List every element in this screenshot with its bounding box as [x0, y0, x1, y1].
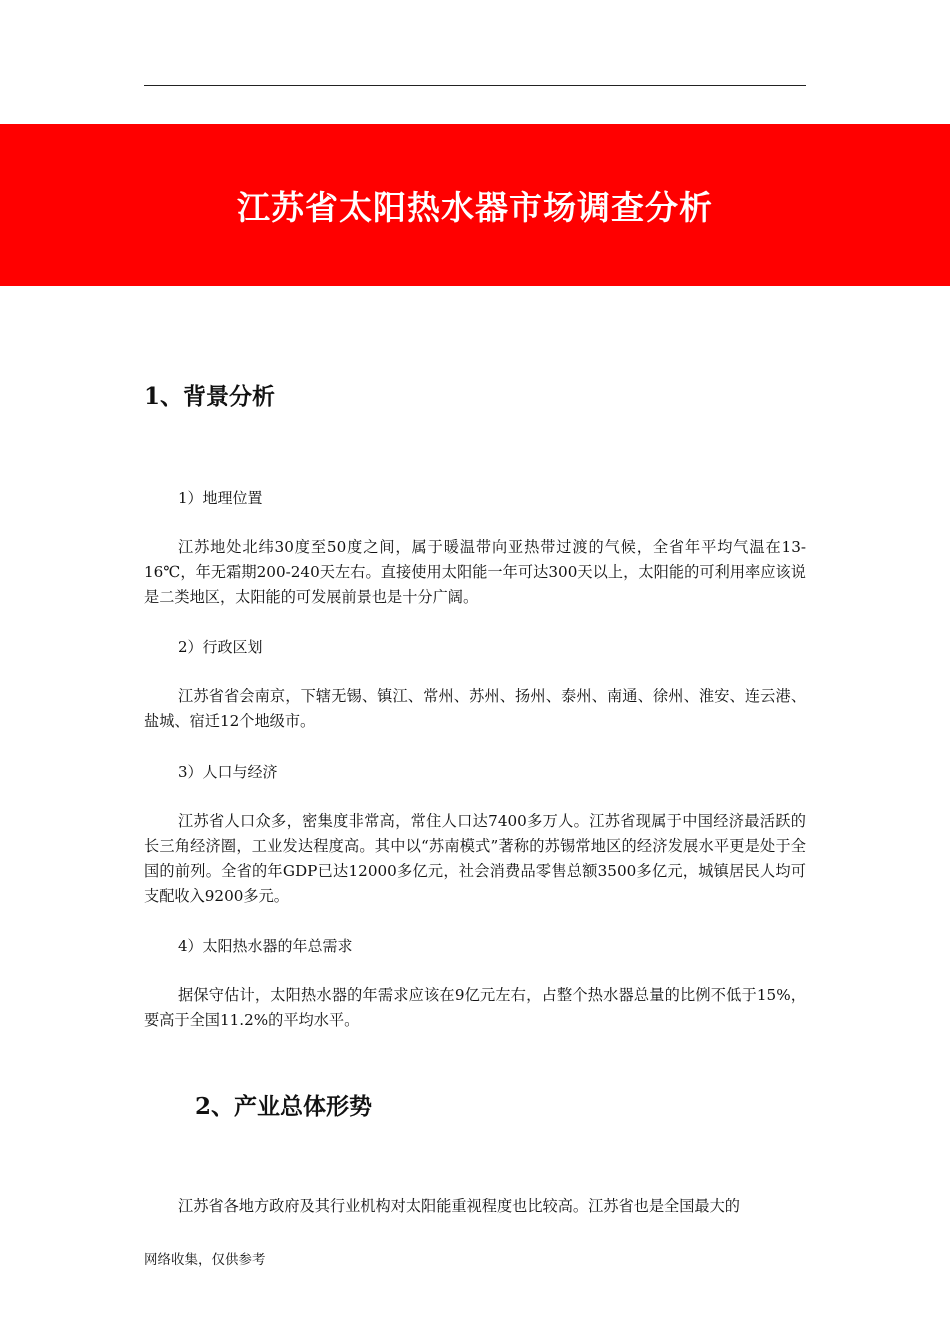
title-banner: [0, 124, 950, 286]
document-title: 江苏省太阳热水器市场调查分析: [237, 187, 713, 227]
paragraph-population: 江苏省人口众多，密集度非常高，常住人口达7400多万人。江苏省现属于中国经济最活跃的长三角经济圈，工业发达程度高。其中以“苏南模式”著称的苏锡常地区的经济发展水平更是处于全国的前列。全省的年GDP已达12000多亿元，社会消费品零售总额3500多亿元，城镇居民人均可支配收入9200多元。: [144, 812, 806, 905]
paragraph-administration: 江苏省省会南京，下辖无锡、镇江、常州、苏州、扬州、泰州、南通、徐州、淮安、连云港、盐城、宿迁12个地级市。: [144, 687, 806, 730]
paragraph-demand: 据保守估计，太阳热水器的年需求应该在9亿元左右，占整个热水器总量的比例不低于15%，要高于全国11.2%的平均水平。: [144, 986, 806, 1029]
section-heading-background: 1、背景分析: [144, 383, 276, 410]
page-footer: 网络收集，仅供参考: [144, 1252, 266, 1268]
paragraph-industry: 江苏省各地方政府及其行业机构对太阳能重视程度也比较高。江苏省也是全国最大的: [178, 1197, 740, 1215]
header-rule: [144, 85, 806, 86]
section-heading-industry: 2、产业总体形势: [195, 1093, 373, 1120]
subsection-label-geography: 1）地理位置: [178, 489, 263, 507]
paragraph-geography: 江苏地处北纬30度至50度之间，属于暖温带向亚热带过渡的气候，全省年平均气温在13-16℃，年无霜期200-240天左右。直接使用太阳能一年可达300天以上，太阳能的可利用率应该说是二类地区，太阳能的可发展前景也是十分广阔。: [144, 538, 806, 606]
subsection-label-administration: 2）行政区划: [178, 638, 263, 656]
subsection-label-demand: 4）太阳热水器的年总需求: [178, 937, 353, 955]
subsection-label-population: 3）人口与经济: [178, 763, 278, 781]
